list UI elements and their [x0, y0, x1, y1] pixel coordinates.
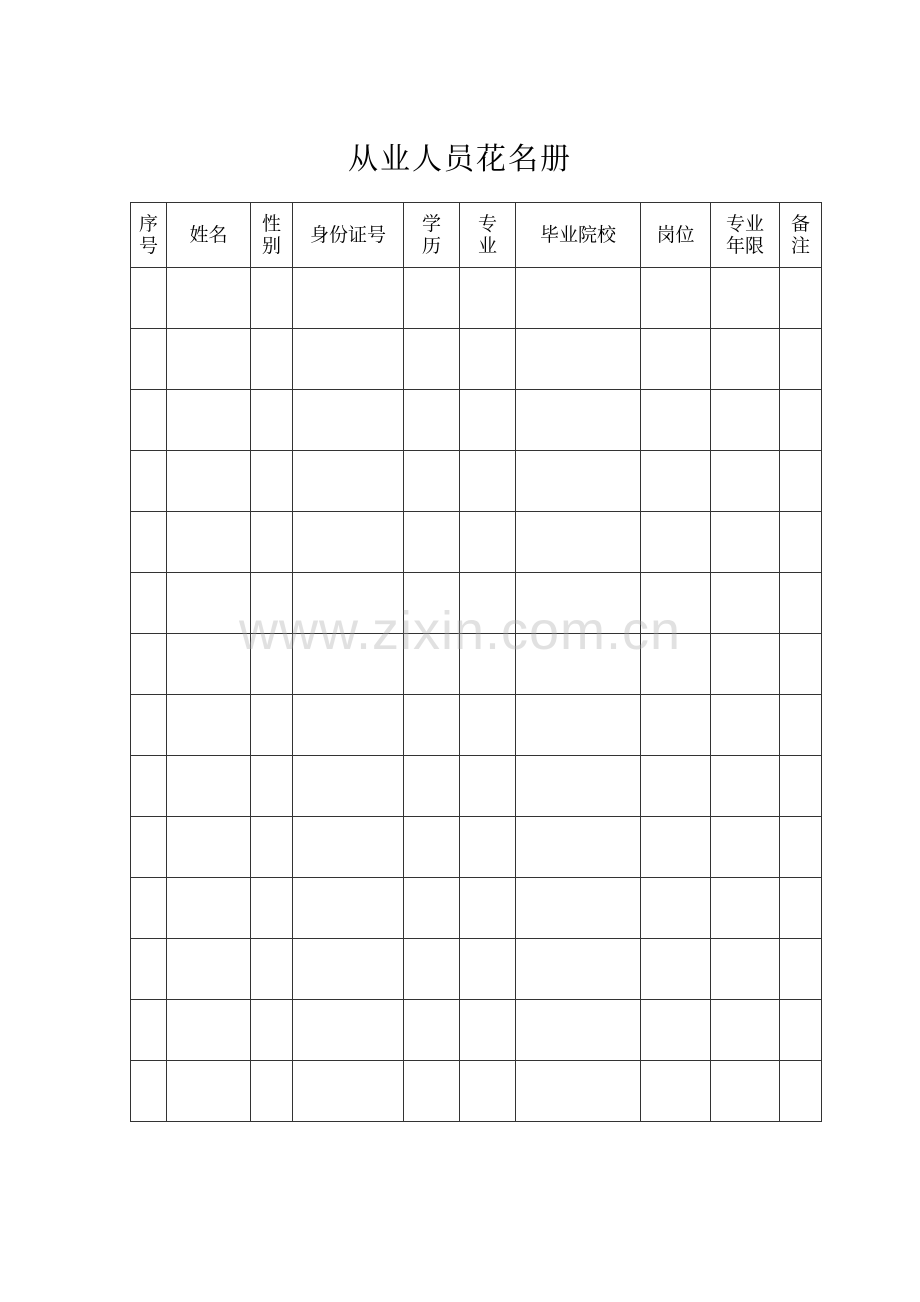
- cell-years: [711, 634, 780, 695]
- cell-remarks: [780, 329, 822, 390]
- cell-seq: [131, 756, 167, 817]
- column-header-gender: [251, 203, 293, 268]
- cell-remarks: [780, 756, 822, 817]
- column-header-line: 岗位: [656, 224, 695, 246]
- cell-school: [516, 1061, 641, 1122]
- cell-name: [167, 695, 251, 756]
- cell-education: [404, 390, 460, 451]
- column-header-position: [641, 203, 711, 268]
- cell-position: [641, 390, 711, 451]
- column-header-major: [460, 203, 516, 268]
- column-header-line: 专业: [725, 213, 764, 235]
- cell-position: [641, 573, 711, 634]
- cell-position: [641, 756, 711, 817]
- cell-major: [460, 878, 516, 939]
- cell-years: [711, 939, 780, 1000]
- cell-school: [516, 451, 641, 512]
- table-row: [131, 1000, 822, 1061]
- cell-name: [167, 939, 251, 1000]
- cell-seq: [131, 1061, 167, 1122]
- cell-id-number: [293, 939, 404, 1000]
- cell-school: [516, 695, 641, 756]
- cell-remarks: [780, 512, 822, 573]
- cell-id-number: [293, 1061, 404, 1122]
- cell-remarks: [780, 268, 822, 329]
- cell-id-number: [293, 756, 404, 817]
- cell-id-number: [293, 512, 404, 573]
- roster-table: [130, 202, 822, 1122]
- table-row: [131, 939, 822, 1000]
- cell-remarks: [780, 573, 822, 634]
- table-row: [131, 268, 822, 329]
- cell-name: [167, 268, 251, 329]
- cell-education: [404, 878, 460, 939]
- cell-id-number: [293, 390, 404, 451]
- table-row: [131, 573, 822, 634]
- cell-gender: [251, 390, 293, 451]
- column-header-school: [516, 203, 641, 268]
- cell-position: [641, 695, 711, 756]
- cell-seq: [131, 268, 167, 329]
- column-header-line: 毕业院校: [539, 224, 616, 246]
- cell-school: [516, 634, 641, 695]
- table-row: [131, 1061, 822, 1122]
- cell-major: [460, 1061, 516, 1122]
- table-row: [131, 390, 822, 451]
- table-row: [131, 695, 822, 756]
- header-row: [131, 203, 822, 268]
- column-header-seq: [131, 203, 167, 268]
- cell-remarks: [780, 451, 822, 512]
- cell-years: [711, 329, 780, 390]
- cell-education: [404, 817, 460, 878]
- cell-remarks: [780, 939, 822, 1000]
- cell-gender: [251, 451, 293, 512]
- column-header-id-number: [293, 203, 404, 268]
- column-header-line: 号: [138, 235, 158, 257]
- cell-school: [516, 512, 641, 573]
- column-header-years: [711, 203, 780, 268]
- cell-gender: [251, 878, 293, 939]
- cell-name: [167, 573, 251, 634]
- cell-major: [460, 451, 516, 512]
- cell-position: [641, 268, 711, 329]
- cell-education: [404, 756, 460, 817]
- cell-education: [404, 939, 460, 1000]
- cell-name: [167, 878, 251, 939]
- cell-gender: [251, 634, 293, 695]
- column-header-line: 别: [261, 235, 281, 257]
- cell-seq: [131, 390, 167, 451]
- cell-years: [711, 878, 780, 939]
- cell-gender: [251, 573, 293, 634]
- column-header-remarks: [780, 203, 822, 268]
- cell-gender: [251, 817, 293, 878]
- cell-id-number: [293, 695, 404, 756]
- cell-position: [641, 451, 711, 512]
- cell-education: [404, 512, 460, 573]
- cell-gender: [251, 1061, 293, 1122]
- cell-years: [711, 817, 780, 878]
- cell-major: [460, 1000, 516, 1061]
- table-row: [131, 451, 822, 512]
- cell-position: [641, 512, 711, 573]
- table-row: [131, 512, 822, 573]
- table-row: [131, 756, 822, 817]
- cell-seq: [131, 512, 167, 573]
- column-header-line: 业: [477, 235, 497, 257]
- cell-name: [167, 1061, 251, 1122]
- cell-school: [516, 1000, 641, 1061]
- cell-school: [516, 329, 641, 390]
- cell-years: [711, 390, 780, 451]
- cell-remarks: [780, 1061, 822, 1122]
- cell-education: [404, 329, 460, 390]
- cell-remarks: [780, 878, 822, 939]
- cell-name: [167, 1000, 251, 1061]
- cell-id-number: [293, 634, 404, 695]
- cell-name: [167, 634, 251, 695]
- column-header-line: 历: [421, 235, 441, 257]
- cell-id-number: [293, 1000, 404, 1061]
- cell-position: [641, 634, 711, 695]
- cell-major: [460, 390, 516, 451]
- page-title: 从业人员花名册: [348, 142, 572, 177]
- cell-id-number: [293, 329, 404, 390]
- cell-seq: [131, 451, 167, 512]
- cell-seq: [131, 939, 167, 1000]
- column-header-line: 年限: [725, 235, 764, 257]
- cell-years: [711, 268, 780, 329]
- cell-major: [460, 695, 516, 756]
- cell-school: [516, 390, 641, 451]
- cell-school: [516, 268, 641, 329]
- cell-position: [641, 939, 711, 1000]
- cell-education: [404, 695, 460, 756]
- cell-seq: [131, 634, 167, 695]
- cell-education: [404, 1061, 460, 1122]
- column-header-line: 身份证号: [309, 224, 386, 246]
- cell-major: [460, 329, 516, 390]
- watermark: www.zixin.com.cn: [238, 601, 682, 661]
- cell-id-number: [293, 268, 404, 329]
- column-header-education: [404, 203, 460, 268]
- cell-school: [516, 817, 641, 878]
- column-header-line: 序: [138, 213, 158, 235]
- cell-id-number: [293, 878, 404, 939]
- cell-years: [711, 1061, 780, 1122]
- table-body: [131, 268, 822, 1122]
- cell-id-number: [293, 451, 404, 512]
- cell-position: [641, 1061, 711, 1122]
- cell-position: [641, 329, 711, 390]
- cell-name: [167, 329, 251, 390]
- cell-major: [460, 512, 516, 573]
- cell-seq: [131, 695, 167, 756]
- column-header-line: 学: [421, 213, 441, 235]
- cell-major: [460, 634, 516, 695]
- cell-name: [167, 756, 251, 817]
- cell-school: [516, 573, 641, 634]
- cell-seq: [131, 817, 167, 878]
- column-header-line: 姓名: [189, 224, 228, 246]
- cell-remarks: [780, 390, 822, 451]
- column-header-line: 性: [261, 213, 281, 235]
- cell-gender: [251, 268, 293, 329]
- cell-school: [516, 939, 641, 1000]
- cell-years: [711, 573, 780, 634]
- column-header-line: 注: [790, 235, 810, 257]
- cell-seq: [131, 1000, 167, 1061]
- cell-position: [641, 817, 711, 878]
- cell-seq: [131, 573, 167, 634]
- table-row: [131, 634, 822, 695]
- cell-school: [516, 878, 641, 939]
- cell-major: [460, 939, 516, 1000]
- cell-years: [711, 1000, 780, 1061]
- cell-gender: [251, 1000, 293, 1061]
- cell-seq: [131, 329, 167, 390]
- cell-name: [167, 390, 251, 451]
- cell-major: [460, 573, 516, 634]
- cell-education: [404, 634, 460, 695]
- table-row: [131, 329, 822, 390]
- cell-gender: [251, 756, 293, 817]
- cell-name: [167, 817, 251, 878]
- cell-remarks: [780, 695, 822, 756]
- cell-id-number: [293, 817, 404, 878]
- table-row: [131, 817, 822, 878]
- column-header-name: [167, 203, 251, 268]
- cell-gender: [251, 695, 293, 756]
- cell-years: [711, 451, 780, 512]
- cell-years: [711, 512, 780, 573]
- column-header-line: 备: [790, 213, 810, 235]
- cell-education: [404, 451, 460, 512]
- cell-major: [460, 817, 516, 878]
- cell-position: [641, 1000, 711, 1061]
- cell-remarks: [780, 634, 822, 695]
- cell-years: [711, 695, 780, 756]
- table-row: [131, 878, 822, 939]
- cell-name: [167, 451, 251, 512]
- cell-seq: [131, 878, 167, 939]
- cell-gender: [251, 329, 293, 390]
- cell-gender: [251, 939, 293, 1000]
- cell-remarks: [780, 1000, 822, 1061]
- cell-position: [641, 878, 711, 939]
- cell-education: [404, 268, 460, 329]
- cell-remarks: [780, 817, 822, 878]
- cell-major: [460, 756, 516, 817]
- cell-gender: [251, 512, 293, 573]
- cell-years: [711, 756, 780, 817]
- cell-name: [167, 512, 251, 573]
- cell-education: [404, 573, 460, 634]
- cell-school: [516, 756, 641, 817]
- cell-education: [404, 1000, 460, 1061]
- column-header-line: 专: [477, 213, 497, 235]
- cell-major: [460, 268, 516, 329]
- cell-id-number: [293, 573, 404, 634]
